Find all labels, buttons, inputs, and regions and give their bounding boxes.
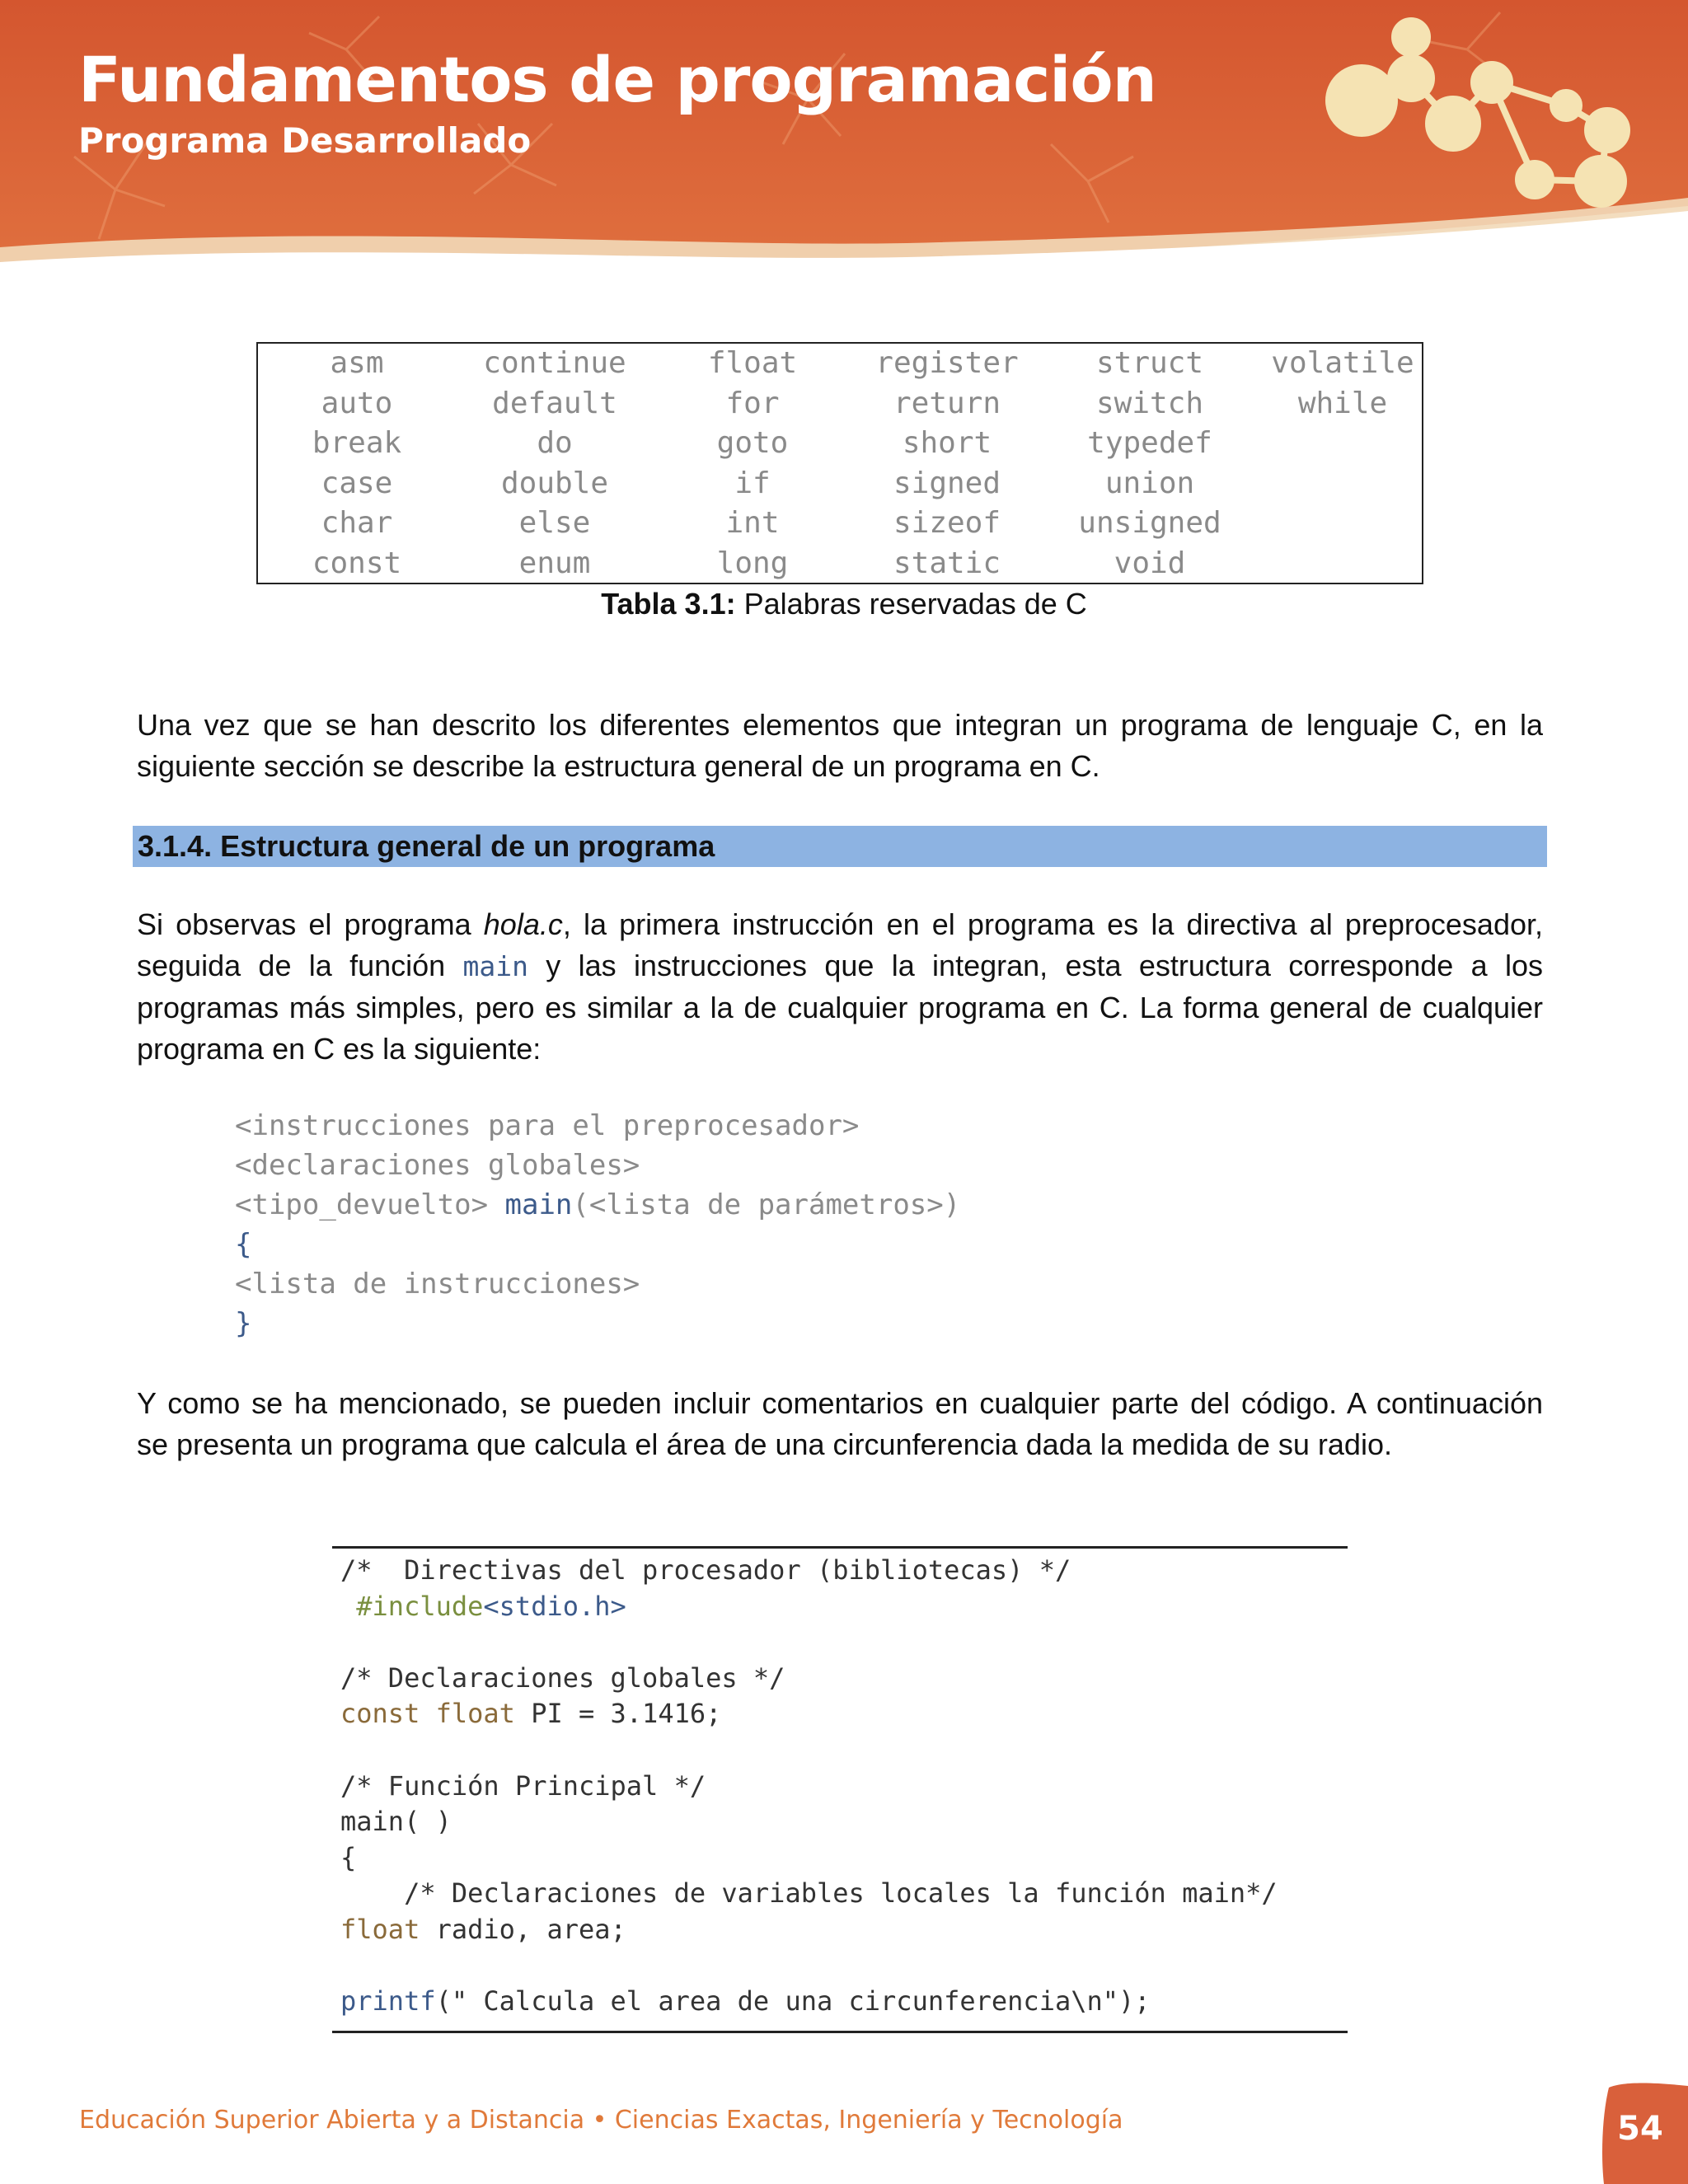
structure-paragraph (137, 904, 1543, 1070)
paragraph-line (137, 904, 1543, 945)
table-column (848, 344, 1046, 583)
keyword-cell: union (1104, 466, 1195, 500)
code-token: (<lista de parámetros>) (572, 1188, 961, 1221)
table-column (1051, 344, 1249, 583)
keyword-cell: return (893, 386, 1001, 420)
keyword-cell: switch (1095, 386, 1204, 420)
code-line: main( ) (340, 1806, 452, 1838)
keyword-cell: unsigned (1078, 506, 1221, 540)
text-run: seguida de la función (137, 949, 463, 982)
code-token: <stdio.h> (483, 1590, 626, 1622)
page-number: 54 (1617, 2110, 1663, 2148)
keyword-cell: struct (1095, 346, 1204, 380)
code-line (340, 1589, 1278, 1625)
keyword-cell: break (312, 426, 402, 460)
keyword-cell: char (321, 506, 393, 540)
keyword-cell: static (893, 546, 1001, 580)
code-token-keyword: const float (340, 1698, 515, 1730)
keyword-cell: enum (518, 546, 591, 580)
keyword-cell: if (734, 466, 771, 500)
code-line: <lista de instrucciones> (235, 1268, 640, 1301)
code-line (340, 1948, 1278, 1985)
keyword-cell: continue (483, 346, 626, 380)
table-caption (0, 584, 1688, 624)
paragraph-line: programas más simples, pero es similar a la de cualquier programa en C. La forma general de cualquier (137, 991, 1543, 1024)
code-token: (" Calcula el area de una circunferencia\n"); (435, 1985, 1151, 2018)
paragraph-line: programa en C es la siguiente: (137, 1032, 542, 1066)
keyword-cell: void (1114, 546, 1186, 580)
document-subtitle: Programa Desarrollado (78, 120, 532, 161)
section-heading: 3.1.4. Estructura general de un programa (133, 826, 1547, 867)
table-column (258, 344, 456, 583)
code-bottom-rule (332, 2031, 1348, 2033)
paragraph-line (137, 945, 1543, 987)
keyword-cell: do (537, 426, 573, 460)
code-listing (340, 1553, 1278, 2020)
keyword-cell: register (875, 346, 1019, 380)
keyword-cell: else (518, 506, 591, 540)
code-line: <declaraciones globales> (235, 1149, 640, 1182)
keyword-cell: case (321, 466, 393, 500)
intro-paragraph (137, 705, 1543, 787)
code-token: radio, area; (420, 1913, 626, 1945)
code-token: PI = 3.1416; (514, 1698, 722, 1730)
keyword-cell: signed (893, 466, 1001, 500)
text-run: Si observas el programa (137, 907, 484, 941)
inline-code-main: main (462, 950, 528, 982)
reserved-words-table (256, 342, 1423, 584)
code-line: } (235, 1307, 252, 1340)
code-line: { (340, 1841, 357, 1873)
table-column (456, 344, 654, 583)
paragraph-line: siguiente sección se describe la estructura general de un programa en C. (137, 749, 1100, 783)
text-run: y las instrucciones que la integran, esta estructura corresponde a los (528, 949, 1543, 982)
code-top-rule (332, 1546, 1348, 1549)
filename-italic: hola.c (483, 907, 563, 941)
header-banner (0, 0, 1688, 297)
keyword-cell: volatile (1271, 346, 1414, 380)
footer-text: Educación Superior Abierta y a Distancia • Ciencias Exactas, Ingeniería y Tecnología (79, 2106, 1123, 2135)
keyword-cell: for (725, 386, 780, 420)
keyword-cell: int (725, 506, 780, 540)
code-line (340, 1696, 1278, 1732)
keyword-cell: short (902, 426, 992, 460)
table-caption-text: Palabras reservadas de C (735, 587, 1087, 621)
paragraph-line: Una vez que se han descrito los diferentes elementos que integran un programa de lenguaje C, en la (137, 708, 1543, 742)
code-token-function: printf (340, 1985, 436, 2018)
table-column (654, 344, 851, 583)
code-line (340, 1912, 1278, 1948)
keyword-cell: float (707, 346, 798, 380)
code-token-include: #include (340, 1590, 484, 1622)
code-line: /* Directivas del procesador (bibliotecas) */ (340, 1554, 1071, 1586)
closing-paragraph (137, 1383, 1543, 1465)
keyword-cell: typedef (1087, 426, 1212, 460)
code-line (340, 1624, 1278, 1661)
code-line: <instrucciones para el preprocesador> (235, 1109, 860, 1142)
keyword-cell: default (492, 386, 617, 420)
paragraph-line: Y como se ha mencionado, se pueden incluir comentarios en cualquier parte del código. A continuación (137, 1386, 1543, 1420)
program-structure-template (235, 1106, 960, 1343)
keyword-cell: auto (321, 386, 393, 420)
keyword-cell: asm (330, 346, 384, 380)
code-token: <tipo_devuelto> (235, 1188, 505, 1221)
code-token-keyword: float (340, 1913, 420, 1945)
code-line: /* Función Principal */ (340, 1769, 706, 1802)
code-line (340, 1984, 1278, 2020)
table-caption-label: Tabla 3.1: (601, 587, 736, 621)
paragraph-line: se presenta un programa que calcula el área de una circunferencia dada la medida de su radio. (137, 1427, 1392, 1461)
keyword-cell: sizeof (893, 506, 1001, 540)
code-line: /* Declaraciones de variables locales la función main*/ (340, 1877, 1278, 1910)
document-title: Fundamentos de programación (78, 43, 1156, 116)
keyword-cell: long (716, 546, 789, 580)
keyword-cell: const (312, 546, 402, 580)
keyword-cell: double (500, 466, 609, 500)
text-run: , la primera instrucción en el programa es la directiva al preprocesador, (562, 907, 1544, 941)
code-token-main: main (504, 1188, 573, 1221)
table-column (1244, 344, 1442, 424)
code-line: { (235, 1228, 252, 1261)
keyword-cell: while (1297, 386, 1388, 420)
code-line: /* Declaraciones globales */ (340, 1661, 785, 1694)
code-line (340, 1732, 1278, 1769)
code-line (235, 1185, 960, 1225)
keyword-cell: goto (716, 426, 789, 460)
